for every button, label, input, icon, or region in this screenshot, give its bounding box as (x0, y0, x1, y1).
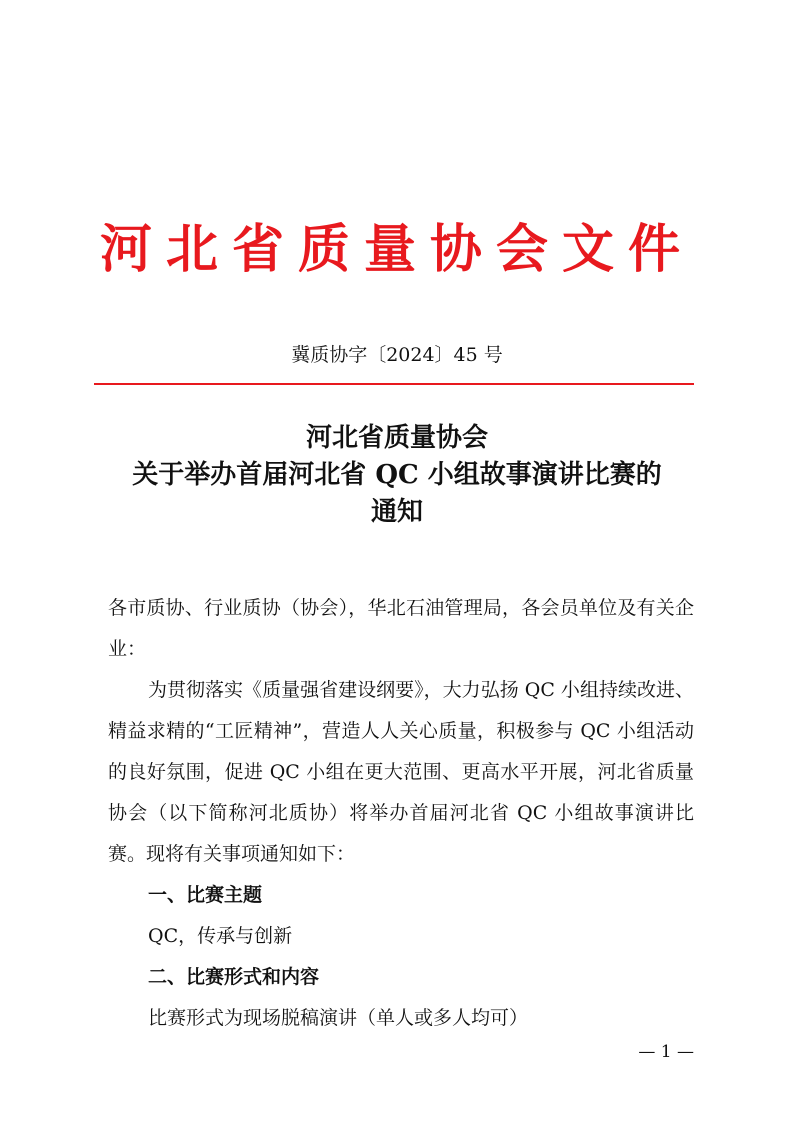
section-text-theme: QC，传承与创新 (148, 925, 293, 947)
issuer-header-title: 河北省质量协会文件 (99, 219, 694, 280)
page-number: — 1 — (638, 1042, 694, 1062)
document-body (108, 588, 694, 1039)
document-number: 冀质协字〔2024〕45 号 (291, 344, 503, 366)
salutation-paragraph: 各市质协、行业质协（协会），华北石油管理局，各会员单位及有关企业： (108, 597, 694, 660)
section-heading-theme: 一、比赛主题 (148, 884, 263, 906)
notice-title (60, 420, 734, 531)
section-text-format: 比赛形式为现场脱稿演讲（单人或多人均可） (148, 1007, 529, 1029)
red-divider-line (94, 383, 694, 385)
intro-paragraph: 为贯彻落实《质量强省建设纲要》，大力弘扬 QC 小组持续改进、精益求精的“工匠精神”，营造人人关心质量，积极参与 QC 小组活动的良好氛围，促进 QC 小组在更大范围、更高水平开展，河北省质量协会（以下简称河北质协）将举办首届河北省 QC 小组故事演讲比赛。现将有关事项通知如下： (108, 679, 694, 865)
notice-title-line-3: 通知 (370, 497, 423, 527)
notice-title-line-2: 关于举办首届河北省 QC 小组故事演讲比赛的 (132, 460, 662, 490)
notice-title-line-1: 河北省质量协会 (305, 423, 488, 453)
section-heading-format: 二、比赛形式和内容 (148, 966, 320, 988)
